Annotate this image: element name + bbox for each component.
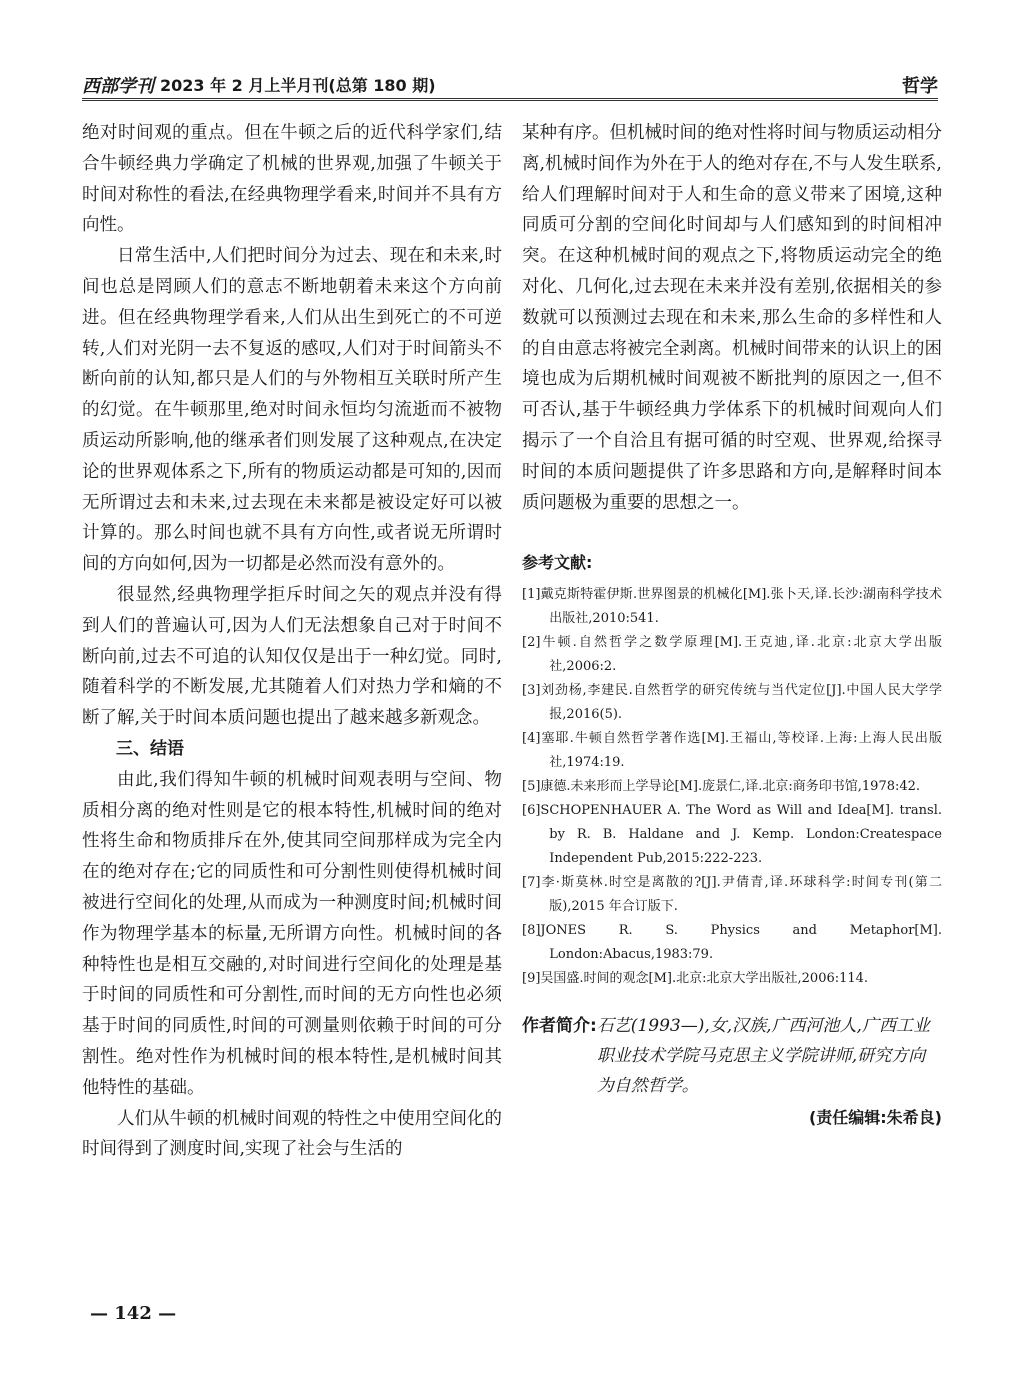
paragraph: 日常生活中,人们把时间分为过去、现在和未来,时间也总是罔顾人们的意志不断地朝着未来这个方向前进。但在经典物理学看来,人们从出生到死亡的不可逆转,人们对光阴一去不复返的感叹,人们对于时间箭头不断向前的认知,都只是人们的与外物相互关联时所产生的幻觉。在牛顿那里,绝对时间永恒均匀流逝而不被物质运动所影响,他的继承者们则发展了这种观点,在决定论的世界观体系之下,所有的物质运动都是可知的,因而无所谓过去和未来,过去现在未来都是被设定好可以被计算的。那么时间也就不具有方向性,或者说无所谓时间的方向如何,因为一切都是必然而没有意外的。 [82, 246, 502, 575]
left-column [82, 118, 502, 1165]
author-bio-label: 作者简介: [522, 1016, 597, 1037]
reference-item: [7]李·斯莫林.时空是离散的?[J].尹倩青,译.环球科学:时间专刊(第二版),2015 年合订版下. [522, 875, 942, 915]
section-heading: 三、结语 [116, 738, 184, 759]
reference-item: [9]吴国盛.时间的观念[M].北京:北京大学出版社,2006:114. [522, 971, 869, 987]
paragraph: 某种有序。但机械时间的绝对性将时间与物质运动相分离,机械时间作为外在于人的绝对存在,不与人发生联系,给人们理解时间对于人和生命的意义带来了困境,这种同质可分割的空间化时间却与人们感知到的时间相冲突。在这种机械时间的观点之下,将物质运动完全的绝对化、几何化,过去现在未来并没有差别,依据相关的参数就可以预测过去现在和未来,那么生命的多样性和人的自由意志将被完全剥离。机械时间带来的认识上的困境也成为后期机械时间观被不断批判的原因之一,但不可否认,基于牛顿经典力学体系下的机械时间观向人们揭示了一个自洽且有据可循的时空观、世界观,给探寻时间的本质问题提供了许多思路和方向,是解释时间本质问题极为重要的思想之一。 [522, 123, 942, 513]
responsible-editor: (责任编辑:朱希良) [808, 1108, 942, 1128]
references-title: 参考文献: [522, 553, 593, 573]
reference-item: [6]SCHOPENHAUER A. The Word as Will and Idea[M]. transl. by R. B. Haldane and J. Kemp. London:Createspace Independent Pub,2015:222-223. [522, 803, 942, 867]
reference-item: [1]戴克斯特霍伊斯.世界图景的机械化[M].张卜天,译.长沙:湖南科学技术出版社,2010:541. [522, 587, 942, 627]
issue-info: 2023 年 2 月上半月刊(总第 180 期) [160, 76, 436, 95]
journal-logo: 西部学刊 [82, 76, 154, 97]
reference-item: [2]牛顿.自然哲学之数学原理[M].王克迪,译.北京:北京大学出版社,2006:2. [522, 635, 942, 675]
page-number: — 142 — [90, 1303, 177, 1324]
section-label: 哲学 [902, 76, 938, 97]
paragraph: 绝对时间观的重点。但在牛顿之后的近代科学家们,结合牛顿经典力学确定了机械的世界观,加强了牛顿关于时间对称性的看法,在经典物理学看来,时间并不具有方向性。 [82, 123, 502, 236]
author-bio-text: 石艺(1993—),女,汉族,广西河池人,广西工业职业技术学院马克思主义学院讲师,研究方向为自然哲学。 [596, 1016, 930, 1097]
right-column [522, 118, 942, 1134]
reference-item: [3]刘劲杨,李建民.自然哲学的研究传统与当代定位[J].中国人民大学学报,2016(5). [522, 683, 942, 723]
paragraph: 由此,我们得知牛顿的机械时间观表明与空间、物质相分离的绝对性则是它的根本特性,机械时间的绝对性将生命和物质排斥在外,使其同空间那样成为完全内在的绝对存在;它的同质性和可分割性则使得机械时间被进行空间化的处理,从而成为一种测度时间;机械时间作为物理学基本的标量,无所谓方向性。机械时间的各种特性也是相互交融的,对时间进行空间化的处理是基于时间的同质性和可分割性,而时间的无方向性也必须基于时间的同质性,时间的可测量则依赖于时间的可分割性。绝对性作为机械时间的根本特性,是机械时间其他特性的基础。 [82, 769, 502, 1098]
reference-list [522, 583, 942, 991]
reference-item: [5]康德.未来形而上学导论[M].庞景仁,译.北京:商务印书馆,1978:42. [522, 779, 921, 795]
reference-item: [8]JONES R. S. Physics and Metaphor[M]. London:Abacus,1983:79. [522, 923, 942, 963]
running-header [82, 72, 938, 101]
reference-item: [4]塞耶.牛顿自然哲学著作选[M].王福山,等校译.上海:上海人民出版社,1974:19. [522, 731, 942, 771]
paragraph: 很显然,经典物理学拒斥时间之矢的观点并没有得到人们的普遍认可,因为人们无法想象自己对于时间不断向前,过去不可追的认知仅仅是出于一种幻觉。同时,随着科学的不断发展,尤其随着人们对热力学和熵的不断了解,关于时间本质问题也提出了越来越多新观念。 [82, 584, 502, 729]
author-bio [522, 1011, 942, 1101]
paragraph: 人们从牛顿的机械时间观的特性之中使用空间化的时间得到了测度时间,实现了社会与生活的 [82, 1108, 502, 1160]
